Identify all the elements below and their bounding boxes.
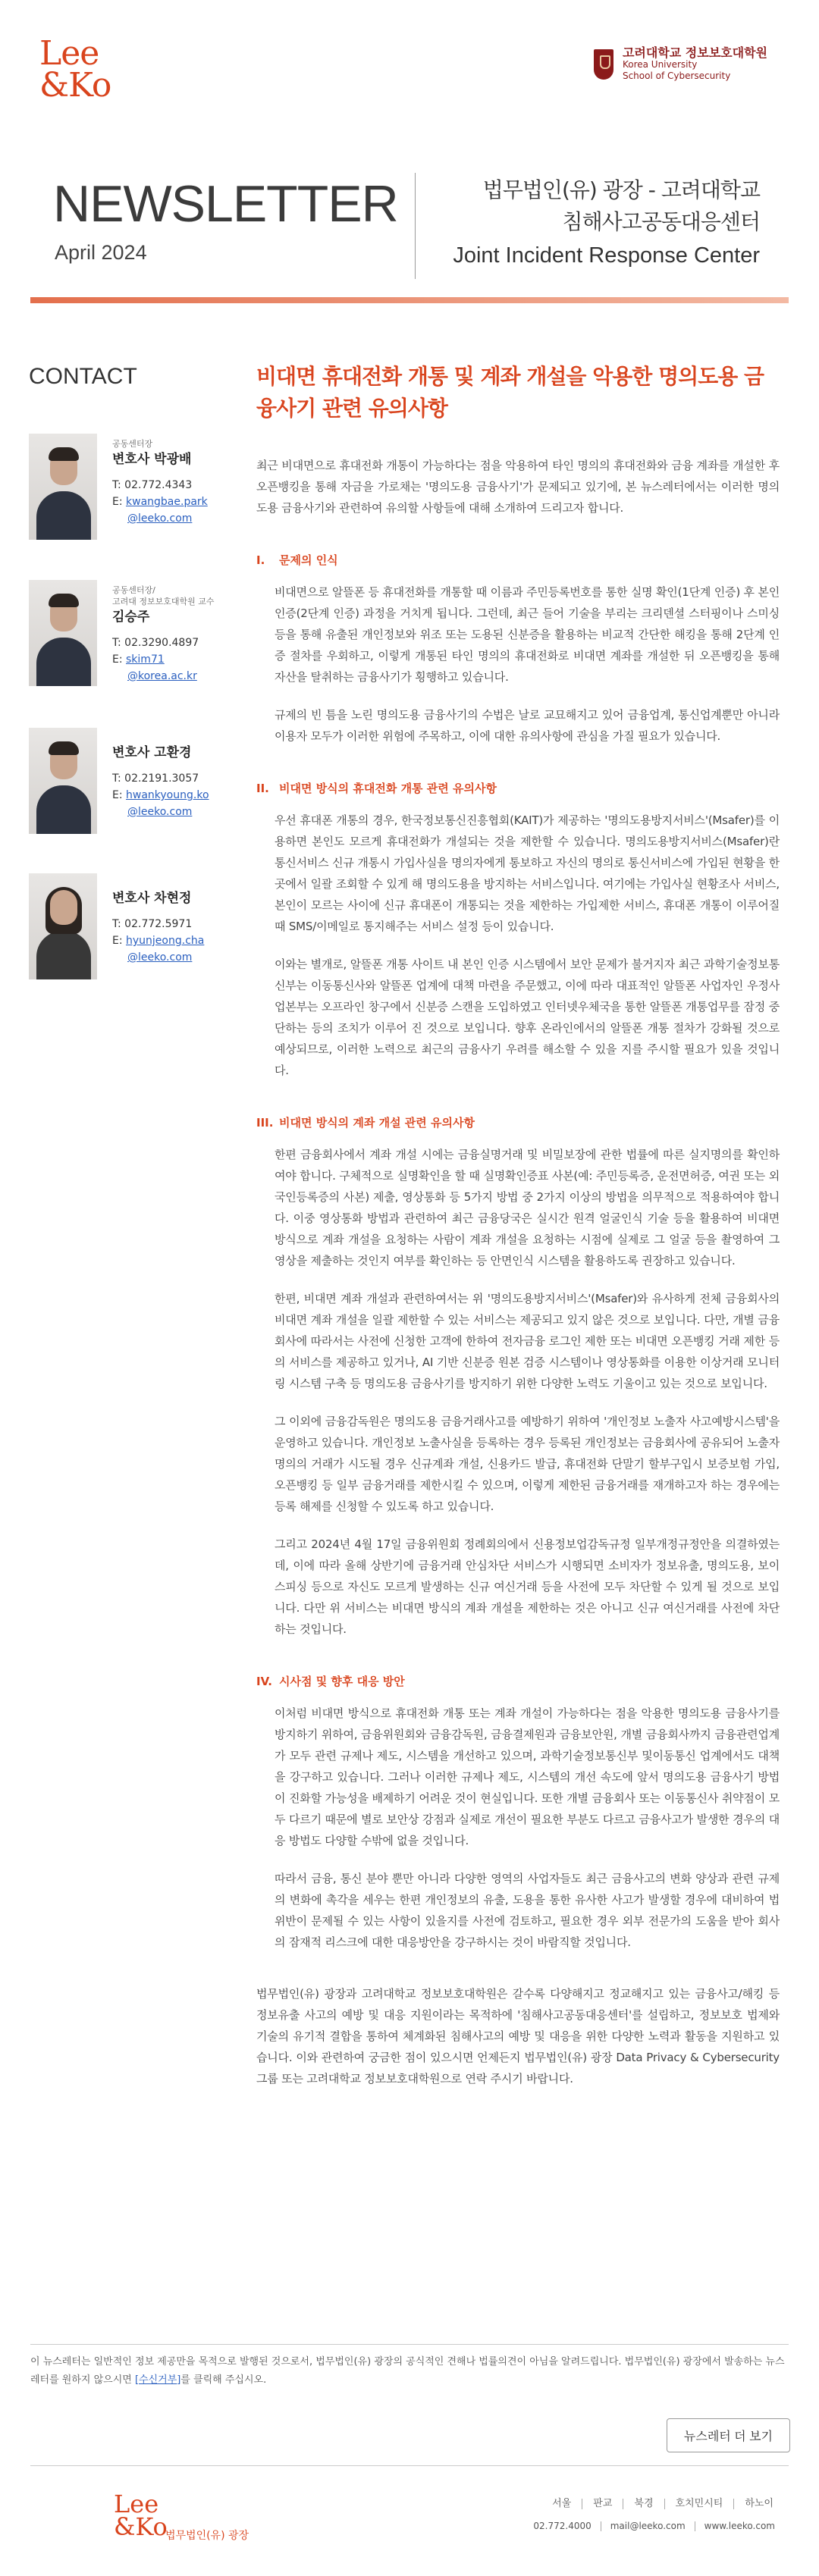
footer-website[interactable]: www.leeko.com [704, 2521, 775, 2531]
office-link[interactable]: 호치민시티 [665, 2499, 735, 2509]
section-paragraph: 이처럼 비대면 방식으로 휴대전화 개통 또는 계좌 개설이 가능하다는 점을 악용한 명의도용 금융사기를 방지하기 위하여, 금융위원회와 금융감독원, 금융결제원과 금융보안원, 개별 금융회사까지 금융관련업계가 모두 관련 규제나 제도, 시스템을 개선하고 있으며, 과학기술정보통신부 및이동통신 업계에서도 대책을 강구하고 있습니다. 그러나 이러한 규제나 제도, 시스템의 개선 속도에 앞서 명의도용 금융사기 방법이 진화할 가능성을 배제하기 어려운 것이 현실입니다. 또한 개별 금융회사 또는 이동통신사 취약점이 모두 다르기 때문에 별로 보안상 강점과 실제로 개선이 필요한 부분도 다르고 금융사고가 발생한 경우의 대응 방법도 다양할 수밖에 없을 것입니다. [275, 1706, 780, 1847]
article-intro: 최근 비대면으로 휴대전화 개통이 가능하다는 점을 악용하여 타인 명의의 휴대전화와 금융 계좌를 개설한 후 오픈뱅킹을 통해 자금을 가로채는 '명의도용 금융사기'가 문제되고 있기에, 본 뉴스레터에서는 이러한 명의도용 금융사기와 관련하여 유의할 사항들에 대해 소개하여 드리고자 합니다. [256, 459, 780, 515]
contact-photo [29, 434, 97, 540]
section-paragraph: 그 이외에 금융감독원은 명의도용 금융거래사고를 예방하기 위하여 '개인정보 노출자 사고예방시스템'을 운영하고 있습니다. 개인정보 노출사실을 등록하는 경우 등록된 개인정보는 금융회사에 공유되어 노출자 명의의 거래가 시도될 경우 신규계좌 개설, 신용카드 발급, 휴대전화 단말기 할부구입시 보증보험 가입, 오픈뱅킹 등 일부 금융거래를 제한시킬 수 있으며, 이렇게 제한된 금융거래를 재개하고자 하는 경우에는 등록 해제를 신청할 수 있도록 하고 있습니다. [275, 1415, 780, 1513]
section-paragraph: 한편 금융회사에서 계좌 개설 시에는 금융실명거래 및 비밀보장에 관한 법률에 따른 실지명의를 확인하여야 합니다. 구체적으로 실명확인을 할 때 실명확인증표 사본(예: 주민등록증, 운전면허증, 여권 또는 외국인등록증의 사본) 제출, 영상통화 등 5가지 방법 중 2가지 이상의 방법을 의무적으로 적용하여야 합니다. 이중 영상통화 방법과 관련하여 최근 금융당국은 실시간 원격 얼굴인식 기술 등을 활용하여 비대면 방식으로 계좌 개설을 요청하는 사람이 계좌 개설을 요청하는 시점에 실제로 그 얼굴 등을 촬영하여 그 영상을 제출하는 것인지 여부를 확인하는 등 안면인식 시스템을 활용하도록 권장하고 있습니다. [275, 1148, 780, 1268]
office-link[interactable]: 판교 [582, 2499, 623, 2509]
korea-univ-logo [594, 47, 767, 82]
section-paragraph: 이와는 별개로, 알뜰폰 개통 사이트 내 본인 인증 시스템에서 보안 문제가 불거지자 최근 과학기술정보통신부는 이동통신사와 알뜰폰 업계에 대책 마련을 주문했고, 이에 따라 대표적인 알뜰폰 사업자인 우정사업본부는 오프라인 창구에서 신분증 스캔을 도입하였고 인터넷우체국을 통한 알뜰폰 개통업무를 잠정 중단하는 등의 조치가 이루어 진 것으로 보입니다. 향후 온라인에서의 알뜰폰 개통 절차가 강화될 것으로 예상되므로, 이러한 노력으로 최근의 금융사기 우려를 해소할 수 있을 지를 주시할 필요가 있을 것입니다. [275, 957, 780, 1077]
partner-name-ko: 고려대학교 정보보호대학원 [622, 45, 767, 60]
contact-phone: T: 02.772.5971 [112, 918, 193, 930]
contact-email-link[interactable]: @korea.ac.kr [127, 670, 197, 682]
contact-email-label: E: hwankyoung.ko [112, 789, 209, 801]
contact-heading: CONTACT [29, 364, 137, 389]
center-name-block [453, 174, 760, 273]
contact-phone: T: 02.2191.3057 [112, 772, 199, 785]
footer-divider [30, 2465, 789, 2466]
contact-email-link[interactable]: @leeko.com [127, 951, 193, 964]
disclaimer: 이 뉴스레터는 일반적인 정보 제공만을 목적으로 발행된 것으로서, 법무법인(유) 광장의 공식적인 견해나 법률의견이 아님을 알려드립니다. 법무법인(유) 광장에서 발송하는 뉴스레터를 원하지 않으시면 [수신거부]를 클릭해 주십시오. [30, 2356, 785, 2386]
footer-phone: 02.772.4000 [524, 2521, 601, 2531]
center-line2: 침해사고공동대응센터 [562, 209, 760, 234]
article-closing: 법무법인(유) 광장과 고려대학교 정보보호대학원은 갈수록 다양해지고 정교해지고 있는 금융사고/해킹 등 정보유출 사고의 예방 및 대응 지원이라는 목적하에 '침해사고공동대응센터'를 설립하고, 정보보호 법제와 기술의 유기적 결합을 통하여 체계화된 침해사고의 예방 및 대응을 위한 다양한 노력과 활동을 지원하고 있습니다. 이와 관련하여 궁금한 점이 있으시면 언제든지 법무법인(유) 광장 Data Privacy & Cybersecurity 그룹 또는 고려대학교 정보보호대학원으로 연락 주시기 바랍니다. [256, 1987, 780, 2086]
contact-email-link[interactable]: kwangbae.park [126, 496, 208, 508]
logo-text-line1: Lee [114, 2490, 159, 2518]
contact-phone: T: 02.3290.4897 [112, 637, 199, 649]
section-paragraph: 규제의 빈 틈을 노린 명의도용 금융사기의 수법은 날로 교묘해지고 있어 금융업계, 통신업계뿐만 아니라 이용자 모두가 이러한 위험에 주목하고, 이에 대한 유의사항에 관심을 가질 필요가 있습니다. [275, 708, 780, 743]
contact-email-label: E: kwangbae.park [112, 496, 208, 508]
center-line1: 법무법인(유) 광장 - 고려대학교 [482, 177, 760, 202]
partner-name-en2: School of Cybersecurity [622, 71, 731, 81]
contact-name: 변호사 고환경 [112, 745, 192, 760]
footer-firm-name: 법무법인(유) 광장 [165, 2530, 249, 2542]
contact-email-link[interactable]: skim71 [126, 653, 165, 666]
header-divider [415, 173, 416, 279]
contact-email-label: E: skim71 [112, 653, 165, 666]
contact-email-link[interactable]: @leeko.com [127, 806, 193, 818]
issue-date: April 2024 [55, 241, 147, 264]
contact-email-link[interactable]: hwankyoung.ko [126, 789, 209, 801]
contact-card [29, 580, 234, 686]
footer-email[interactable]: mail@leeko.com [601, 2521, 695, 2531]
footer-logo[interactable] [114, 2490, 168, 2541]
shield-icon [594, 49, 613, 80]
contact-role: 공동센터장 [112, 439, 153, 449]
section-paragraph: 한편, 비대면 계좌 개설과 관련하여서는 위 '명의도용방지서비스'(Msafer)와 유사하게 전체 금융회사의 비대면 계좌 개설을 일괄 제한할 수 있는 서비스는 제공되고 있지 않은 것으로 보입니다. 다만, 개별 금융회사에 따라서는 사전에 신청한 고객에 한하여 전자금융 로그인 제한 또는 비대면 오픈뱅킹 거래 제한 등의 서비스를 제공하고 있거나, AI 기반 신분증 원본 검증 시스템이나 영상통화를 이용한 이상거래 모니터링 시스템 구축 등 명의도용 금융사기를 방지하기 위한 다양한 노력도 기울이고 있는 것으로 보입니다. [275, 1292, 780, 1390]
more-newsletters-button[interactable]: 뉴스레터 더 보기 [667, 2418, 790, 2452]
contact-email-link[interactable]: hyunjeong.cha [126, 935, 205, 947]
section-heading: IV. 시사점 및 향후 대응 방안 [256, 1675, 405, 1688]
article-title: 비대면 휴대전화 개통 및 계좌 개설을 악용한 명의도용 금융사기 관련 유의사항 [256, 364, 764, 421]
contact-photo [29, 728, 97, 834]
section-paragraph: 따라서 금융, 통신 분야 뿐만 아니라 다양한 영역의 사업자들도 최근 금융사고의 변화 양상과 관련 규제의 변화에 촉각을 세우는 한편 개인정보의 유출, 도용을 통한 유사한 사고가 발생할 경우에 대비하여 법 위반이 문제될 수 있는 사항이 있을지를 사전에 검토하고, 필요한 경우 외부 전문가의 도움을 받아 회사의 잠재적 리스크에 대한 대응방안을 강구하시는 것이 바람직할 것입니다. [275, 1872, 780, 1949]
office-link[interactable]: 북경 [623, 2499, 664, 2509]
section-heading: I. 문제의 인식 [256, 553, 338, 567]
header-accent-bar [30, 297, 789, 303]
logo-text-line1: Lee [39, 34, 99, 73]
footer-offices [541, 2499, 784, 2509]
office-link[interactable]: 서울 [541, 2499, 582, 2509]
contact-role: 공동센터장/ [112, 585, 155, 595]
contact-name: 변호사 차현정 [112, 891, 192, 906]
contact-email-label: E: hyunjeong.cha [112, 935, 205, 947]
contact-photo [29, 580, 97, 686]
lee-ko-logo[interactable] [39, 34, 111, 105]
logo-text-line2: &Ko [114, 2512, 168, 2541]
section-heading: III. 비대면 방식의 계좌 개설 관련 유의사항 [256, 1116, 475, 1130]
contact-photo [29, 873, 97, 979]
center-line3: Joint Incident Response Center [453, 243, 760, 268]
contact-name: 변호사 박광배 [112, 452, 192, 467]
newsletter-title: NEWSLETTER [53, 175, 398, 233]
contact-card [29, 873, 234, 979]
footer-contact [524, 2521, 784, 2531]
unsubscribe-link[interactable]: [수신거부] [134, 2374, 181, 2386]
partner-name-en1: Korea University [622, 59, 698, 70]
section-paragraph: 우선 휴대폰 개통의 경우, 한국정보통신진흥협회(KAIT)가 제공하는 '명의도용방지서비스'(Msafer)를 이용하면 본인도 모르게 휴대전화가 개설되는 것을 제한할 수 있습니다. 명의도용방지서비스(Msafer)란 통신서비스 신규 개통시 가입사실을 명의자에게 통보하고 자신의 명의로 통신서비스에 가입된 현황을 한 곳에서 일괄 조회할 수 있게 해 명의도용을 방지하는 서비스입니다. 여기에는 가입사실 현황조사 서비스, 본인이 모르는 사이에 신규 휴대폰이 개통되는 것을 제한하는 가입제한 서비스, 휴대폰 개통이 이루어질 때 SMS/이메일로 통지해주는 서비스 설정 등이 있습니다. [275, 813, 780, 933]
section-paragraph: 그리고 2024년 4월 17일 금융위원회 정례회의에서 신용정보업감독규정 일부개정규정안을 의결하였는데, 이에 따라 올해 상반기에 금융거래 안심차단 서비스가 시행되면 소비자가 정보유출, 명의도용, 보이스피싱 등으로 자신도 모르게 발생하는 신규 여신거래 등을 사전에 모두 차단할 수 있게 될 것으로 보입니다. 다만 위 서비스는 비대면 방식의 계좌 개설을 제한하는 것은 아니고 신규 여신거래를 사전에 차단하는 것입니다. [275, 1537, 780, 1636]
contact-card [29, 434, 234, 540]
logo-text-line2: &Ko [39, 66, 111, 105]
office-link[interactable]: 하노이 [745, 2498, 774, 2509]
article [256, 361, 780, 2089]
contact-card [29, 728, 234, 834]
section-heading: II. 비대면 방식의 휴대전화 개통 관련 유의사항 [256, 782, 497, 795]
contact-role: 고려대 정보보호대학원 교수 [112, 597, 215, 606]
footer-divider [30, 2344, 789, 2345]
contact-phone: T: 02.772.4343 [112, 479, 193, 491]
contact-name: 김승주 [112, 610, 150, 625]
section-paragraph: 비대면으로 알뜰폰 등 휴대전화를 개통할 때 이름과 주민등록번호를 통한 실명 확인(1단계 인증) 후 본인 인증(2단계 인증) 과정을 거치게 됩니다. 그런데, 최근 들어 기술을 부리는 크리덴셜 스터핑이나 스미싱 등을 통해 유출된 개인정보와 위조 또는 도용된 신분증을 활용하는 비교적 간단한 해킹을 통해 2단계 인증 절차를 우회하고, 이렇게 개통된 타인 명의의 휴대전화로 비대면 계좌를 개설한 뒤 오픈뱅킹을 통해 자산을 탈취하는 금융사기가 횡행하고 있습니다. [275, 585, 780, 684]
contact-email-link[interactable]: @leeko.com [127, 512, 193, 525]
